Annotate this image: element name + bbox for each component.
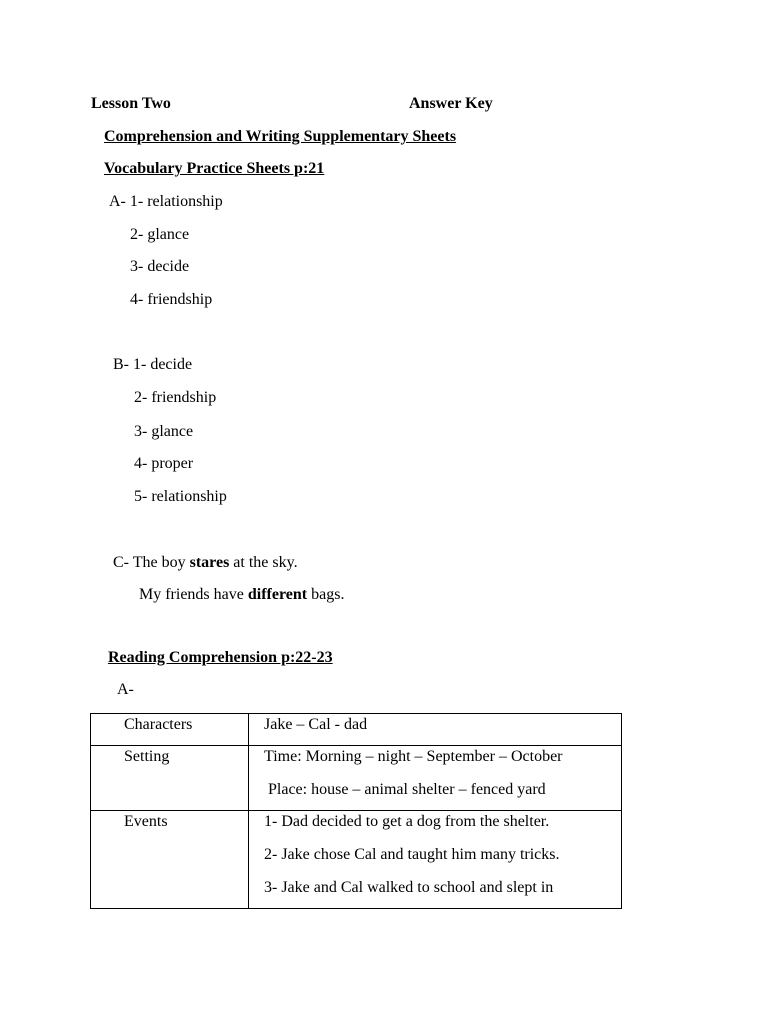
- reading-part-a-label: A-: [117, 681, 134, 698]
- table-cell: [249, 811, 622, 909]
- characters-value: Jake – Cal - dad: [264, 716, 368, 733]
- section-b-item: 4- proper: [134, 455, 194, 472]
- sentence-text: My friends have: [139, 586, 248, 603]
- event-item: 3- Jake and Cal walked to school and slept in: [264, 879, 554, 896]
- setting-label: Setting: [124, 748, 170, 765]
- section-c-sentence-1: [113, 553, 298, 573]
- table-cell: [91, 811, 249, 909]
- table-row: [91, 714, 622, 746]
- table-cell: [91, 746, 249, 811]
- sentence-text: C- The boy: [113, 554, 190, 571]
- table-cell: [249, 714, 622, 746]
- sheet-subtitle: Comprehension and Writing Supplementary Sheets: [104, 128, 457, 145]
- sentence-answer-word: different: [247, 586, 308, 603]
- event-item: 2- Jake chose Cal and taught him many tricks.: [264, 846, 560, 863]
- setting-time: Time: Morning – night – September – October: [264, 748, 563, 765]
- section-c-sentence-2: [139, 585, 344, 605]
- section-a-item: 4- friendship: [130, 291, 213, 308]
- table-cell: [91, 714, 249, 746]
- sentence-text: at the sky.: [229, 554, 298, 571]
- sentence-text: bags.: [307, 586, 345, 603]
- event-item: 1- Dad decided to get a dog from the shelter.: [264, 813, 550, 830]
- reading-section-title: Reading Comprehension p:22-23: [108, 649, 333, 666]
- vocabulary-section-title: Vocabulary Practice Sheets p:21: [104, 160, 325, 177]
- answer-key-title: Answer Key: [409, 95, 493, 112]
- lesson-title: Lesson Two: [91, 95, 171, 112]
- section-b-item: 2- friendship: [134, 389, 217, 406]
- section-a-item: 2- glance: [130, 226, 190, 243]
- section-a-item: 3- decide: [130, 258, 190, 275]
- section-b-item: 5- relationship: [134, 488, 227, 505]
- table-row: [91, 746, 622, 811]
- section-b-item: 3- glance: [134, 423, 194, 440]
- table-cell: [249, 746, 622, 811]
- characters-label: Characters: [124, 716, 193, 733]
- table-row: [91, 811, 622, 909]
- section-a-item: A- 1- relationship: [109, 193, 223, 210]
- sentence-answer-word: stares: [189, 554, 230, 571]
- story-elements-table: [90, 713, 622, 909]
- events-label: Events: [124, 813, 168, 830]
- setting-place: Place: house – animal shelter – fenced yard: [268, 781, 546, 798]
- section-b-item: B- 1- decide: [113, 356, 193, 373]
